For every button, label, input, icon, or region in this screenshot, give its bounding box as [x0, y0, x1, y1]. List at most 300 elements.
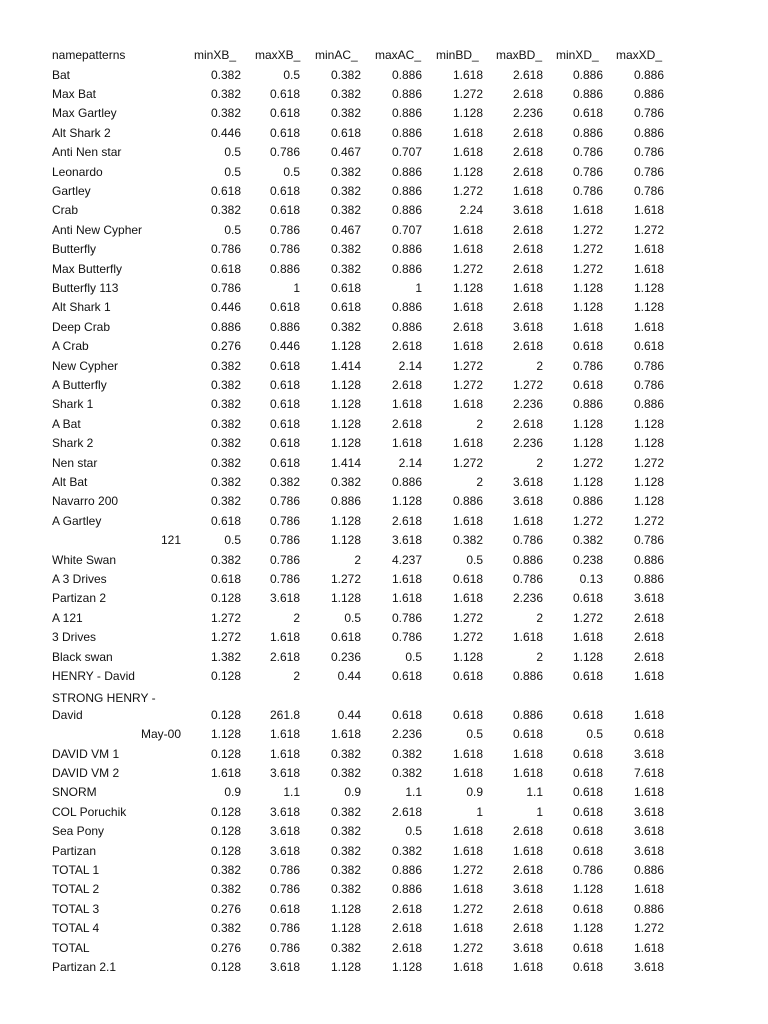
table-row [0, 434, 768, 453]
cell-maxxb: 0.5 [283, 67, 300, 82]
cell-maxxd: 1.272 [633, 222, 664, 237]
header-col: minXB_ [194, 48, 237, 62]
cell-minac: 0.44 [337, 668, 361, 683]
cell-minac: 0.382 [330, 203, 361, 218]
cell-minxd: 1.272 [572, 222, 603, 237]
cell-minxd: 0.382 [572, 533, 603, 548]
table-row [0, 473, 768, 492]
table-row [0, 357, 768, 376]
cell-maxxd: 0.886 [633, 67, 664, 82]
row-name: COL Poruchik [52, 804, 127, 819]
cell-minbd: 1.618 [452, 242, 483, 257]
cell-maxxd: 1.618 [633, 242, 664, 257]
cell-minxb: 0.382 [210, 436, 241, 451]
cell-minxb: 0.382 [210, 921, 241, 936]
cell-minxd: 0.886 [572, 494, 603, 509]
cell-minxd: 1.272 [572, 261, 603, 276]
cell-maxac: 0.786 [391, 630, 422, 645]
row-name: TOTAL [52, 940, 90, 955]
cell-minbd: 1.618 [452, 921, 483, 936]
cell-maxxb: 0.618 [269, 203, 300, 218]
row-name: David [52, 707, 83, 722]
table-row [0, 764, 768, 783]
cell-minxb: 0.382 [210, 494, 241, 509]
cell-maxac: 0.382 [391, 765, 422, 780]
cell-maxbd: 0.786 [512, 571, 543, 586]
cell-minxd: 0.786 [572, 183, 603, 198]
cell-maxbd: 2.618 [512, 416, 543, 431]
cell-minxd: 1.128 [572, 649, 603, 664]
cell-minac: 0.9 [344, 785, 361, 800]
table-row [0, 66, 768, 85]
cell-maxac: 0.886 [391, 164, 422, 179]
cell-maxxb: 0.618 [269, 358, 300, 373]
table-row [0, 783, 768, 802]
cell-maxxb: 1.1 [283, 785, 300, 800]
cell-maxxb: 0.886 [269, 261, 300, 276]
cell-minbd: 1.272 [452, 86, 483, 101]
cell-minbd: 1 [476, 804, 483, 819]
table-row [0, 803, 768, 822]
cell-maxac: 0.618 [391, 668, 422, 683]
cell-minac: 0.382 [330, 824, 361, 839]
cell-minac: 1.414 [330, 358, 361, 373]
cell-minac: 0.467 [330, 222, 361, 237]
row-name: 121 [160, 533, 181, 548]
cell-minac: 0.382 [330, 862, 361, 877]
cell-maxac: 2.236 [391, 727, 422, 742]
cell-minac: 1.128 [330, 533, 361, 548]
cell-maxac: 0.5 [405, 824, 422, 839]
cell-maxxd: 3.618 [633, 843, 664, 858]
cell-maxxb: 0.618 [269, 455, 300, 470]
row-name: A 121 [52, 610, 83, 625]
row-name: Anti Nen star [52, 145, 122, 160]
cell-minbd: 1.618 [452, 591, 483, 606]
cell-minxd: 0.618 [572, 959, 603, 974]
cell-minac: 0.382 [330, 106, 361, 121]
cell-minxb: 0.446 [210, 300, 241, 315]
table-row [0, 690, 768, 725]
cell-maxxd: 3.618 [633, 746, 664, 761]
cell-maxbd: 1.618 [512, 513, 543, 528]
cell-minxd: 0.618 [572, 707, 603, 722]
row-name: DAVID VM 1 [52, 746, 120, 761]
cell-maxxd: 3.618 [633, 591, 664, 606]
cell-maxbd: 3.618 [512, 940, 543, 955]
cell-minbd: 0.9 [466, 785, 483, 800]
cell-maxxd: 0.786 [633, 164, 664, 179]
cell-maxbd: 2.618 [512, 125, 543, 140]
cell-maxac: 0.886 [391, 106, 422, 121]
cell-maxxd: 3.618 [633, 824, 664, 839]
cell-minxb: 0.276 [210, 901, 241, 916]
cell-minac: 0.382 [330, 319, 361, 334]
cell-maxac: 1.1 [405, 785, 422, 800]
cell-maxxb: 1.618 [269, 630, 300, 645]
cell-minbd: 1.618 [452, 843, 483, 858]
cell-minbd: 1.272 [452, 940, 483, 955]
cell-maxac: 0.886 [391, 474, 422, 489]
cell-maxbd: 2.618 [512, 261, 543, 276]
cell-minbd: 1.272 [452, 610, 483, 625]
table-row [0, 415, 768, 434]
cell-minxd: 1.618 [572, 319, 603, 334]
cell-minac: 0.382 [330, 746, 361, 761]
cell-minbd: 1.272 [452, 183, 483, 198]
table-row [0, 85, 768, 104]
cell-minxb: 0.5 [224, 533, 241, 548]
cell-maxac: 0.886 [391, 882, 422, 897]
cell-maxxd: 2.618 [633, 610, 664, 625]
cell-minac: 1.128 [330, 416, 361, 431]
cell-maxbd: 1.618 [512, 959, 543, 974]
cell-maxxd: 0.886 [633, 571, 664, 586]
cell-minbd: 0.618 [452, 571, 483, 586]
cell-minxb: 0.382 [210, 67, 241, 82]
cell-maxac: 2.14 [398, 455, 422, 470]
cell-minbd: 1.272 [452, 455, 483, 470]
cell-maxbd: 2.618 [512, 862, 543, 877]
cell-maxbd: 1.618 [512, 280, 543, 295]
cell-maxbd: 0.886 [512, 552, 543, 567]
cell-minxd: 1.618 [572, 630, 603, 645]
header-row [0, 46, 768, 65]
cell-minbd: 1.618 [452, 959, 483, 974]
cell-maxac: 1.618 [391, 571, 422, 586]
table-row [0, 337, 768, 356]
cell-minxb: 0.382 [210, 358, 241, 373]
cell-maxxb: 0.786 [269, 145, 300, 160]
table-row [0, 919, 768, 938]
table-row [0, 240, 768, 259]
row-name: Navarro 200 [52, 494, 119, 509]
cell-maxac: 0.886 [391, 261, 422, 276]
cell-minxd: 0.886 [572, 397, 603, 412]
row-name: A Gartley [52, 513, 102, 528]
cell-maxxd: 0.886 [633, 552, 664, 567]
cell-minbd: 1.128 [452, 280, 483, 295]
cell-minac: 1.128 [330, 397, 361, 412]
cell-minac: 1.128 [330, 591, 361, 606]
table-row [0, 395, 768, 414]
cell-minxd: 1.128 [572, 436, 603, 451]
cell-minbd: 1.272 [452, 901, 483, 916]
cell-maxxd: 0.886 [633, 397, 664, 412]
cell-minbd: 0.886 [452, 494, 483, 509]
row-name: A Bat [52, 416, 81, 431]
table-row [0, 745, 768, 764]
cell-minbd: 2 [476, 416, 483, 431]
cell-minac: 0.618 [330, 280, 361, 295]
cell-minxb: 0.128 [210, 668, 241, 683]
cell-maxxb: 0.618 [269, 416, 300, 431]
cell-maxac: 0.886 [391, 862, 422, 877]
cell-minbd: 1.618 [452, 222, 483, 237]
row-name: Shark 1 [52, 397, 94, 412]
cell-maxac: 0.886 [391, 319, 422, 334]
cell-minxb: 0.382 [210, 397, 241, 412]
cell-maxbd: 2.618 [512, 300, 543, 315]
cell-maxac: 4.237 [391, 552, 422, 567]
cell-minxd: 0.886 [572, 125, 603, 140]
cell-maxxd: 1.618 [633, 882, 664, 897]
cell-minbd: 1.618 [452, 125, 483, 140]
cell-minbd: 1.272 [452, 630, 483, 645]
header-col: minAC_ [315, 48, 358, 62]
cell-maxxd: 1.618 [633, 261, 664, 276]
cell-minxd: 0.618 [572, 940, 603, 955]
table-row [0, 454, 768, 473]
cell-maxbd: 1.618 [512, 843, 543, 858]
row-name: Gartley [52, 183, 91, 198]
row-name: Nen star [52, 455, 98, 470]
cell-minxb: 0.786 [210, 242, 241, 257]
cell-maxbd: 1.272 [512, 377, 543, 392]
cell-minxd: 1.128 [572, 882, 603, 897]
cell-minxb: 1.272 [210, 630, 241, 645]
cell-maxxb: 0.786 [269, 533, 300, 548]
cell-minxb: 0.382 [210, 416, 241, 431]
row-name: DAVID VM 2 [52, 765, 120, 780]
table-row [0, 570, 768, 589]
cell-maxxb: 2 [293, 610, 300, 625]
cell-minxb: 0.5 [224, 145, 241, 160]
cell-maxxd: 0.886 [633, 901, 664, 916]
table-row [0, 512, 768, 531]
table-row [0, 298, 768, 317]
cell-minxb: 0.382 [210, 474, 241, 489]
cell-minbd: 1.272 [452, 261, 483, 276]
cell-minxd: 0.618 [572, 106, 603, 121]
cell-maxbd: 2.618 [512, 242, 543, 257]
cell-minxb: 1.272 [210, 610, 241, 625]
cell-minxb: 1.618 [210, 765, 241, 780]
cell-minxd: 0.618 [572, 746, 603, 761]
cell-minxd: 0.618 [572, 377, 603, 392]
cell-maxbd: 2.618 [512, 921, 543, 936]
cell-minbd: 0.382 [452, 533, 483, 548]
cell-minxb: 0.276 [210, 339, 241, 354]
row-name: A 3 Drives [52, 571, 107, 586]
cell-maxbd: 2.618 [512, 164, 543, 179]
cell-maxxb: 1.618 [269, 727, 300, 742]
header-col: maxXB_ [255, 48, 301, 62]
cell-maxxd: 1.128 [633, 494, 664, 509]
cell-maxxb: 0.786 [269, 571, 300, 586]
cell-maxxb: 0.786 [269, 222, 300, 237]
cell-minxd: 0.886 [572, 86, 603, 101]
cell-minxb: 0.128 [210, 843, 241, 858]
cell-maxxd: 0.786 [633, 183, 664, 198]
cell-minxb: 0.618 [210, 571, 241, 586]
row-name: TOTAL 1 [52, 862, 100, 877]
cell-minxb: 0.446 [210, 125, 241, 140]
cell-maxbd: 2.236 [512, 436, 543, 451]
cell-maxxd: 1.618 [633, 940, 664, 955]
table-row [0, 531, 768, 550]
cell-minbd: 1.272 [452, 862, 483, 877]
cell-maxac: 0.707 [391, 222, 422, 237]
cell-maxxd: 3.618 [633, 959, 664, 974]
cell-maxbd: 1.618 [512, 183, 543, 198]
table-row [0, 143, 768, 162]
cell-minac: 1.128 [330, 377, 361, 392]
cell-minxb: 0.276 [210, 940, 241, 955]
cell-maxxd: 0.786 [633, 145, 664, 160]
cell-maxbd: 0.886 [512, 668, 543, 683]
cell-minxd: 0.618 [572, 824, 603, 839]
cell-minac: 0.382 [330, 474, 361, 489]
cell-maxac: 1.128 [391, 959, 422, 974]
row-name: Deep Crab [52, 319, 111, 334]
cell-minxb: 0.128 [210, 591, 241, 606]
cell-minxd: 0.618 [572, 804, 603, 819]
row-name: Bat [52, 67, 71, 82]
cell-minxb: 0.886 [210, 319, 241, 334]
cell-minbd: 1.618 [452, 513, 483, 528]
cell-minxd: 1.272 [572, 610, 603, 625]
row-name: New Cypher [52, 358, 119, 373]
cell-minxb: 0.382 [210, 203, 241, 218]
table-row [0, 182, 768, 201]
cell-minac: 1.272 [330, 571, 361, 586]
cell-maxxd: 1.618 [633, 707, 664, 722]
cell-maxac: 2.618 [391, 339, 422, 354]
cell-minbd: 1.618 [452, 765, 483, 780]
cell-minxb: 0.128 [210, 804, 241, 819]
cell-minac: 0.382 [330, 183, 361, 198]
table-row [0, 260, 768, 279]
row-name: Partizan 2.1 [52, 959, 117, 974]
cell-minxb: 0.9 [224, 785, 241, 800]
cell-maxxd: 2.618 [633, 649, 664, 664]
cell-minxd: 0.886 [572, 67, 603, 82]
cell-maxxd: 1.272 [633, 513, 664, 528]
cell-maxbd: 1.1 [526, 785, 543, 800]
row-name: Sea Pony [52, 824, 105, 839]
cell-minxd: 1.272 [572, 513, 603, 528]
cell-maxxd: 1.618 [633, 319, 664, 334]
cell-minac: 0.382 [330, 242, 361, 257]
cell-maxbd: 3.618 [512, 882, 543, 897]
cell-minxd: 0.618 [572, 668, 603, 683]
cell-minxb: 0.5 [224, 164, 241, 179]
cell-minac: 0.382 [330, 843, 361, 858]
table-row [0, 939, 768, 958]
cell-minbd: 1.618 [452, 67, 483, 82]
cell-minbd: 1.618 [452, 339, 483, 354]
cell-maxxb: 0.618 [269, 106, 300, 121]
cell-maxxb: 3.618 [269, 843, 300, 858]
cell-minac: 0.382 [330, 765, 361, 780]
cell-maxxd: 7.618 [633, 765, 664, 780]
cell-maxac: 0.886 [391, 125, 422, 140]
cell-minxb: 0.382 [210, 455, 241, 470]
header-col: maxXD_ [616, 48, 663, 62]
cell-maxxb: 3.618 [269, 824, 300, 839]
header-col: maxAC_ [375, 48, 422, 62]
cell-minxb: 0.382 [210, 106, 241, 121]
cell-minxd: 0.786 [572, 145, 603, 160]
cell-maxac: 0.886 [391, 183, 422, 198]
cell-minbd: 1.272 [452, 377, 483, 392]
cell-maxbd: 1.618 [512, 765, 543, 780]
cell-maxxb: 3.618 [269, 804, 300, 819]
cell-maxxb: 0.618 [269, 300, 300, 315]
cell-minbd: 1.618 [452, 145, 483, 160]
cell-maxxb: 0.786 [269, 552, 300, 567]
cell-maxxd: 0.886 [633, 862, 664, 877]
cell-maxxb: 2 [293, 668, 300, 683]
cell-maxac: 2.618 [391, 804, 422, 819]
cell-minac: 1.128 [330, 901, 361, 916]
cell-maxxd: 3.618 [633, 804, 664, 819]
cell-minxd: 0.618 [572, 843, 603, 858]
cell-maxxb: 1.618 [269, 746, 300, 761]
cell-minac: 0.5 [344, 610, 361, 625]
cell-minac: 0.382 [330, 261, 361, 276]
cell-maxac: 1.618 [391, 397, 422, 412]
table-row [0, 221, 768, 240]
cell-maxxb: 0.786 [269, 940, 300, 955]
cell-minac: 0.44 [337, 707, 361, 722]
table-row [0, 201, 768, 220]
cell-minxd: 1.272 [572, 455, 603, 470]
cell-minxb: 0.382 [210, 377, 241, 392]
cell-maxac: 1.618 [391, 436, 422, 451]
cell-minac: 1.128 [330, 513, 361, 528]
cell-maxac: 0.382 [391, 746, 422, 761]
table-row [0, 861, 768, 880]
cell-minbd: 1.128 [452, 164, 483, 179]
cell-minxd: 0.786 [572, 862, 603, 877]
cell-minxd: 1.128 [572, 280, 603, 295]
cell-maxbd: 2.618 [512, 86, 543, 101]
cell-minxd: 1.128 [572, 300, 603, 315]
cell-minbd: 1.618 [452, 436, 483, 451]
row-name: Alt Shark 2 [52, 125, 111, 140]
cell-minbd: 1.128 [452, 649, 483, 664]
cell-maxbd: 0.618 [512, 727, 543, 742]
row-name: A Crab [52, 339, 89, 354]
cell-maxac: 2.618 [391, 901, 422, 916]
cell-maxxd: 0.786 [633, 533, 664, 548]
cell-minac: 0.618 [330, 125, 361, 140]
cell-minbd: 0.5 [466, 552, 483, 567]
cell-maxxd: 1.618 [633, 203, 664, 218]
cell-minac: 0.382 [330, 804, 361, 819]
cell-minxd: 0.238 [572, 552, 603, 567]
cell-minxb: 0.786 [210, 280, 241, 295]
cell-maxxb: 0.786 [269, 921, 300, 936]
cell-minbd: 1.618 [452, 882, 483, 897]
cell-minbd: 1.618 [452, 300, 483, 315]
row-name: HENRY - David [52, 668, 135, 683]
cell-maxbd: 2 [536, 610, 543, 625]
cell-minac: 0.382 [330, 882, 361, 897]
row-name: SNORM [52, 785, 97, 800]
cell-maxac: 0.618 [391, 707, 422, 722]
row-name: Shark 2 [52, 436, 94, 451]
cell-minxd: 1.128 [572, 921, 603, 936]
cell-maxac: 0.5 [405, 649, 422, 664]
cell-maxxb: 1 [293, 280, 300, 295]
cell-maxxd: 0.618 [633, 339, 664, 354]
row-name: Max Bat [52, 86, 97, 101]
cell-minac: 0.382 [330, 940, 361, 955]
row-name: Partizan 2 [52, 591, 107, 606]
